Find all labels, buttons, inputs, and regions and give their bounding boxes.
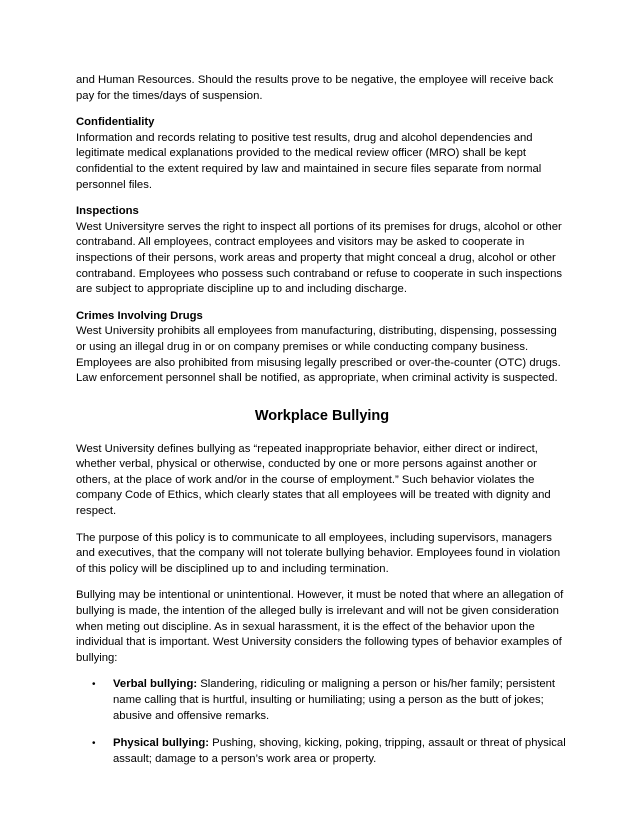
example-term: Physical bullying: — [113, 737, 210, 750]
list-item — [76, 736, 568, 767]
section-heading: Inspections — [76, 205, 139, 218]
example-term: Verbal bullying: — [113, 678, 198, 691]
section-body: Information and records relating to positive test results, drug and alcohol dependencies and legitimate medical explanations provided to the medical review officer (MRO) shall be kept confidential to the extent required by law and maintained in secure files separate from normal personnel files. — [76, 131, 542, 191]
section-paragraph — [76, 204, 568, 298]
bullying-paragraph: Bullying may be intentional or unintentional. However, it must be noted that where an allegation of bullying is made, the intention of the alleged bully is irrelevant and will not be given consideration when meting out discipline. As in sexual harassment, it is the effect of the behavior upon the individual that is important. West University considers the following types of behavior examples of bullying: — [76, 589, 564, 664]
section-body: West Universityre serves the right to inspect all portions of its premises for drugs, alcohol or other contraband. All employees, contract employees and visitors may be asked to cooperate in inspections of their persons, work areas and property that might conceal a drug, alcohol or other contraband. Employees who possess such contraband or refuse to cooperate in such inspections are subject to appropriate discipline up to and including discharge. — [76, 220, 563, 296]
example-text: Slandering, ridiculing or maligning a person or his/her family; persistent name calling that is hurtful, insulting or humiliating; using a person as the butt of jokes; abusive and offensive remarks. — [113, 678, 556, 722]
bullet-icon: • — [92, 738, 96, 750]
example-text: Pushing, shoving, kicking, poking, tripping, assault or threat of physical assault; damage to a person’s work area or property. — [113, 737, 566, 765]
list-item — [76, 677, 568, 724]
bullying-paragraph: West University defines bullying as “repeated inappropriate behavior, either direct or indirect, whether verbal, physical or otherwise, conducted by one or more persons against another or others, at the place of work and/or in the course of employment.” Such behavior violates the company Code of Ethics, which clearly states that all employees will be treated with dignity and respect. — [76, 442, 551, 518]
workplace-bullying-title: Workplace Bullying — [254, 407, 390, 424]
section-heading: Confidentiality — [76, 116, 155, 129]
section-paragraph — [76, 309, 568, 387]
section-body: West University prohibits all employees from manufacturing, distributing, dispensing, possessing or using an illegal drug in or on company premises or while conducting company business. Employees are also prohibited from misusing legally prescribed or over-the-counter (OTC) drugs. Law enforcement personnel shall be notified, as appropriate, when criminal activity is suspected. — [76, 325, 561, 385]
document-page — [76, 73, 568, 779]
section-crimes-involving-drugs — [76, 309, 568, 387]
bullying-examples-list — [76, 677, 568, 767]
intro-paragraph: and Human Resources. Should the results prove to be negative, the employee will receive back pay for the times/days of suspension. — [76, 74, 554, 102]
bullying-paragraph: The purpose of this policy is to communicate to all employees, including supervisors, managers and executives, that the company will not tolerate bullying behavior. Employees found in violation of this policy will be disciplined up to and including termination. — [76, 531, 561, 575]
section-heading: Crimes Involving Drugs — [76, 309, 203, 322]
section-inspections — [76, 204, 568, 298]
section-confidentiality — [76, 115, 568, 193]
section-paragraph — [76, 115, 568, 193]
bullet-icon: • — [92, 679, 96, 691]
